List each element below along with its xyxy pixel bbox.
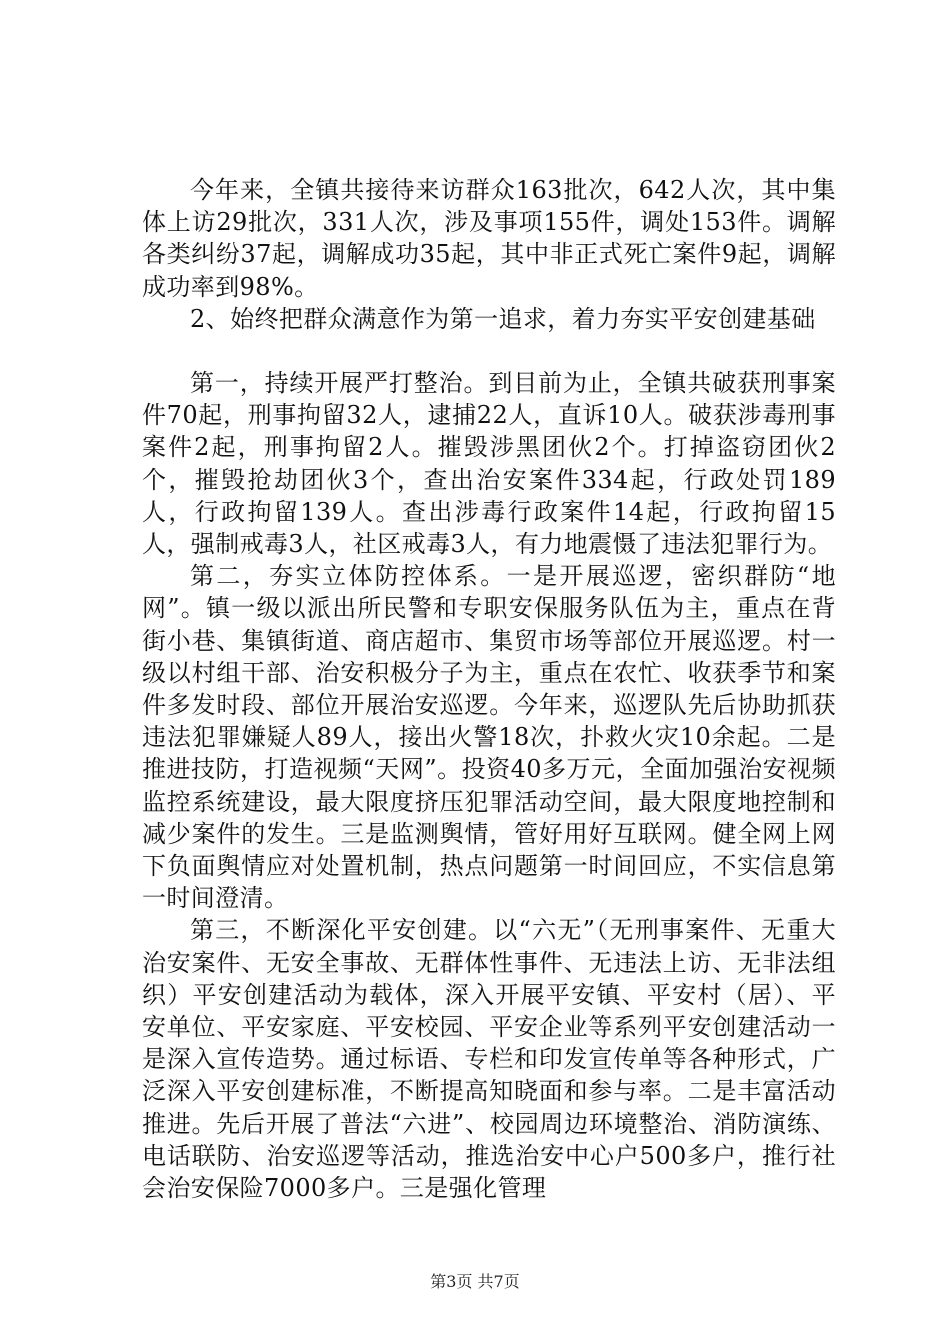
- paragraph-safety-creation: 第三，不断深化平安创建。以“六无”（无刑事案件、无重大治安案件、无安全事故、无群体性事件、无违法上访、无非法组织）平安创建活动为载体，深入开展平安镇、平安村（居）、平安单位、平安家庭、平安校园、平安企业等系列平安创建活动一是深入宣传造势。通过标语、专栏和印发宣传单等各种形式，广泛深入平安创建标准，不断提高知晓面和参与率。二是丰富活动推进。先后开展了普法“六进”、校园周边环境整治、消防演练、电话联防、治安巡逻等活动，推选治安中心户500多户，推行社会治安保险7000多户。三是强化管理: [142, 916, 836, 1203]
- section-heading-2: 2、始终把群众满意作为第一追求，着力夯实平安创建基础: [190, 304, 816, 333]
- paragraph-prevention-system: 第二，夯实立体防控体系。一是开展巡逻，密织群防“地网”。镇一级以派出所民警和专职安保服务队伍为主，重点在背街小巷、集镇街道、商店超市、集贸市场等部位开展巡逻。村一级以村组干部、治安积极分子为主，重点在农忙、收获季节和案件多发时段、部位开展治安巡逻。今年来，巡逻队先后协助抓获违法犯罪嫌疑人89人，接出火警18次，扑救火灾10余起。二是推进技防，打造视频“天网”。投资40多万元，全面加强治安视频监控系统建设，最大限度挤压犯罪活动空间，最大限度地控制和减少案件的发生。三是监测舆情，管好用好互联网。健全网上网下负面舆情应对处置机制，热点问题第一时间回应，不实信息第一时间澄清。: [142, 562, 836, 913]
- page-footer: 第3页 共7页: [430, 1272, 520, 1291]
- document-body: [142, 174, 836, 1204]
- paragraph-visitor-statistics: 今年来，全镇共接待来访群众163批次，642人次，其中集体上访29批次，331人次，涉及事项155件，调处153件。调解各类纠纷37起，调解成功35起，其中非正式死亡案件9起，调解成功率到98%。: [142, 176, 836, 301]
- paragraph-strike-hard: 第一，持续开展严打整治。到目前为止，全镇共破获刑事案件70起，刑事拘留32人，逮捕22人，直诉10人。破获涉毒刑事案件2起，刑事拘留2人。摧毁涉黑团伙2个。打掉盗窃团伙2个，摧毁抢劫团伙3个，查出治安案件334起，行政处罚189人，行政拘留139人。查出涉毒行政案件14起，行政拘留15人，强制戒毒3人，社区戒毒3人，有力地震慑了违法犯罪行为。: [142, 369, 836, 559]
